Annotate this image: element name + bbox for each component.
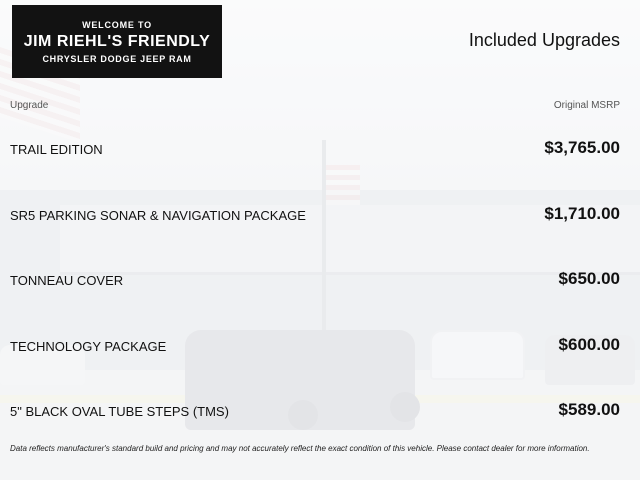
upgrade-row: [0, 377, 640, 443]
upgrade-name: TECHNOLOGY PACKAGE: [10, 338, 167, 354]
upgrade-name: TRAIL EDITION: [10, 142, 103, 157]
column-header-upgrade: Upgrade: [10, 100, 49, 111]
logo-dealer-name: JIM RIEHL'S FRIENDLY: [23, 32, 211, 50]
column-header-msrp: Original MSRP: [553, 100, 620, 111]
logo-welcome-text: WELCOME TO: [82, 19, 152, 30]
upgrade-row: [0, 246, 640, 312]
upgrade-price: $650.00: [558, 269, 620, 289]
upgrade-row: [0, 115, 640, 181]
upgrade-name: 5" BLACK OVAL TUBE STEPS (TMS): [10, 404, 229, 420]
logo-brands-text: CHRYSLER DODGE JEEP RAM: [42, 53, 192, 64]
upgrade-row: [0, 181, 640, 247]
disclaimer-text: Data reflects manufacturer's standard build and pricing and may not accurately reflect the exact condition of this vehicle. Please contact dealer for more information.: [10, 444, 590, 453]
upgrades-list: [0, 115, 640, 443]
upgrade-name: TONNEAU COVER: [10, 273, 124, 289]
upgrade-row: [0, 312, 640, 378]
upgrade-price: $589.00: [558, 400, 620, 420]
upgrade-price: $3,765.00: [544, 138, 620, 157]
section-title: Included Upgrades: [468, 30, 620, 50]
upgrade-price: $1,710.00: [544, 203, 620, 223]
upgrade-price: $600.00: [558, 334, 620, 354]
upgrade-name: SR5 PARKING SONAR & NAVIGATION PACKAGE: [10, 207, 306, 223]
dealer-logo: [12, 5, 222, 78]
